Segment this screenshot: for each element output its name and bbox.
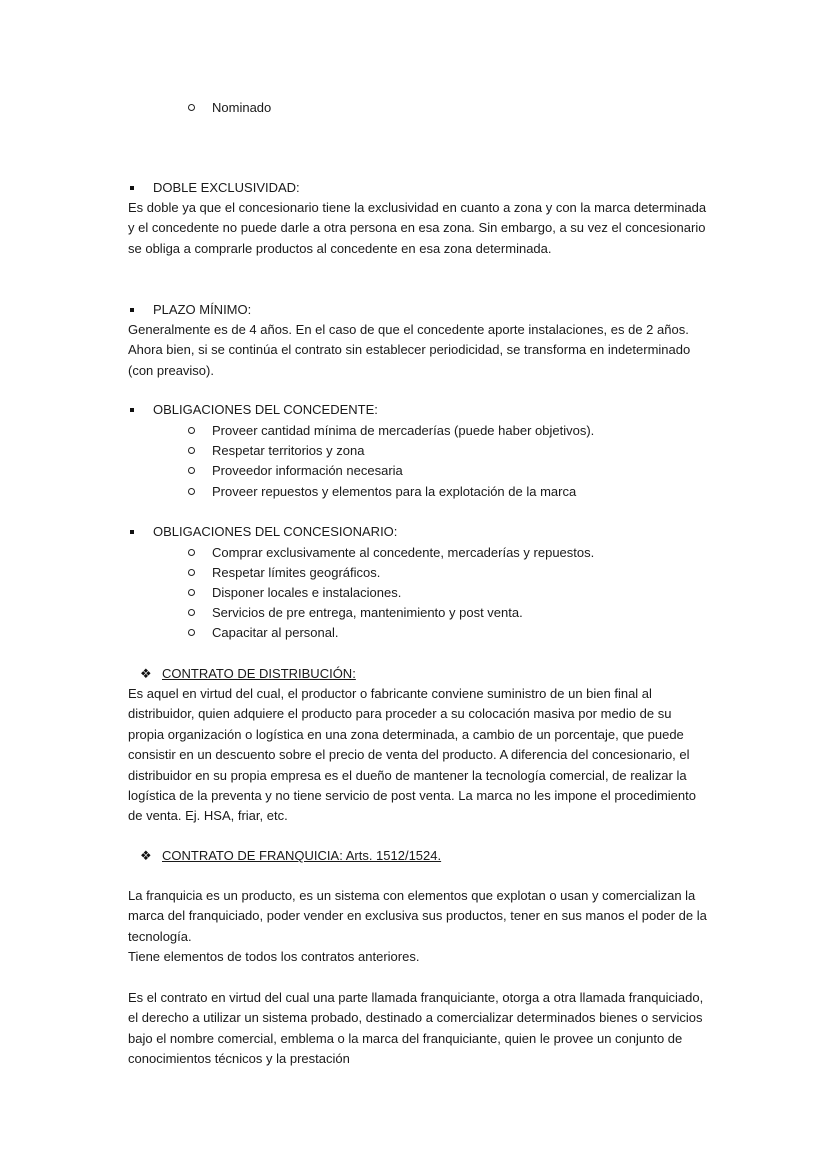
list-item: Proveer repuestos y elementos para la explotación de la marca — [212, 484, 577, 499]
section-heading-obligaciones-concesionario: OBLIGACIONES DEL CONCESIONARIO: — [153, 524, 398, 539]
square-bullet-icon — [130, 530, 134, 534]
hollow-bullet-icon — [188, 447, 195, 454]
hollow-bullet-icon — [188, 589, 195, 596]
square-bullet-icon — [130, 308, 134, 312]
list-item: Servicios de pre entrega, mantenimiento y post venta. — [212, 605, 523, 620]
paragraph-franquicia-intro: La franquicia es un producto, es un sistema con elementos que explotan o usan y comercializan la marca del franquiciado, poder vender en exclusiva sus productos, tener en sus manos el poder de la tecnología. — [128, 888, 707, 944]
square-bullet-icon — [130, 186, 134, 190]
list-item: Nominado — [212, 100, 272, 115]
paragraph-contrato-distribucion: Es aquel en virtud del cual, el productor o fabricante conviene suministro de un bien final al distribuidor, quien adquiere el producto para proceder a su colocación masiva por medio de su propia organización o logística en una zona determinada, a cambio de un porcentaje, que puede consistir en un descuento sobre el precio de venta del producto. A diferencia del concesionario, el distribuidor en su propia empresa es el dueño de mantener la tecnología comercial, de realizar la logística de la preventa y no tiene servicio de post venta. La marca no les impone el procedimiento de venta. Ej. HSA, friar, etc. — [128, 686, 696, 824]
paragraph-doble-exclusividad: Es doble ya que el concesionario tiene la exclusividad en cuanto a zona y con la marca determinada y el concedente no puede darle a otra persona en esa zona. Sin embargo, a su vez el concesionario se obliga a comprarle productos al concedente en esa zona determinada. — [128, 200, 707, 256]
paragraph-plazo-minimo: Generalmente es de 4 años. En el caso de que el concedente aporte instalaciones, es de 2 años. Ahora bien, si se continúa el contrato sin establecer periodicidad, se transforma en indeterminado (con preaviso). — [128, 322, 691, 378]
list-item: Comprar exclusivamente al concedente, mercaderías y repuestos. — [212, 545, 595, 560]
hollow-bullet-icon — [188, 629, 195, 636]
section-heading-plazo-minimo: PLAZO MÍNIMO: — [153, 302, 252, 317]
hollow-bullet-icon — [188, 104, 195, 111]
hollow-bullet-icon — [188, 467, 195, 474]
diamond-bullet-icon: ❖ — [140, 848, 152, 863]
hollow-bullet-icon — [188, 609, 195, 616]
list-item: Capacitar al personal. — [212, 625, 339, 640]
list-item: Respetar territorios y zona — [212, 443, 365, 458]
section-heading-contrato-distribucion: CONTRATO DE DISTRIBUCIÓN: — [162, 666, 356, 681]
list-item: Respetar límites geográficos. — [212, 565, 381, 580]
hollow-bullet-icon — [188, 569, 195, 576]
diamond-bullet-icon: ❖ — [140, 666, 152, 681]
section-heading-obligaciones-concedente: OBLIGACIONES DEL CONCEDENTE: — [153, 402, 378, 417]
square-bullet-icon — [130, 408, 134, 412]
paragraph-franquicia-definicion: Es el contrato en virtud del cual una parte llamada franquiciante, otorga a otra llamada franquiciado, el derecho a utilizar un sistema probado, destinado a comercializar determinados bienes o servicios bajo el nombre comercial, emblema o la marca del franquiciante, quien le provee un conjunto de conocimientos técnicos y la prestación — [128, 990, 704, 1067]
hollow-bullet-icon — [188, 549, 195, 556]
hollow-bullet-icon — [188, 427, 195, 434]
list-item: Disponer locales e instalaciones. — [212, 585, 402, 600]
hollow-bullet-icon — [188, 488, 195, 495]
list-item: Proveedor información necesaria — [212, 463, 403, 478]
list-item: Proveer cantidad mínima de mercaderías (puede haber objetivos). — [212, 423, 595, 438]
section-heading-doble-exclusividad: DOBLE EXCLUSIVIDAD: — [153, 180, 300, 195]
paragraph-franquicia-elementos: Tiene elementos de todos los contratos anteriores. — [128, 949, 420, 964]
section-heading-contrato-franquicia: CONTRATO DE FRANQUICIA: Arts. 1512/1524. — [162, 848, 442, 863]
